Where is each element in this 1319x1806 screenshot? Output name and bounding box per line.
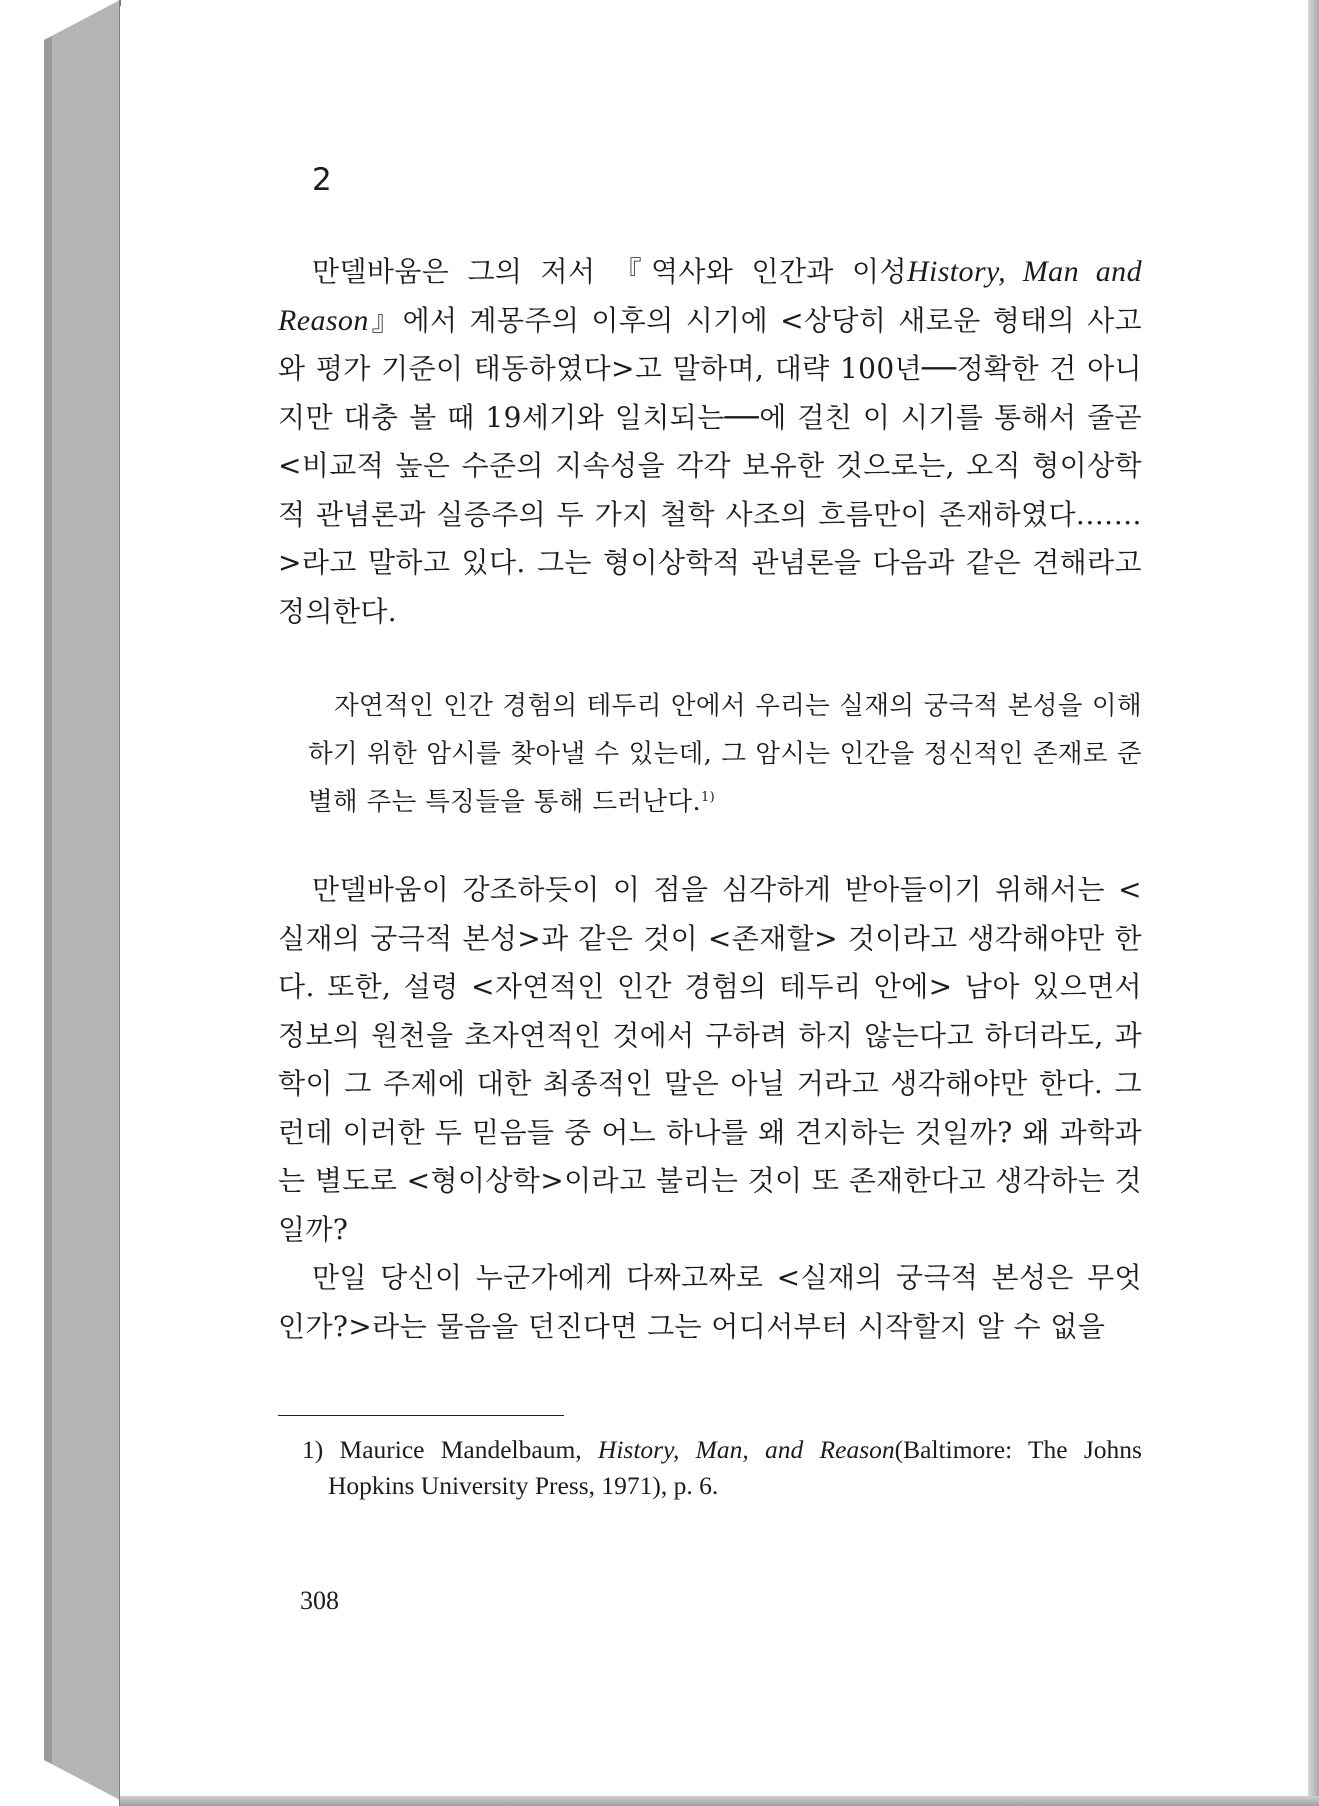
footnote: 1) Maurice Mandelbaum, History, Man, and Reason(Baltimore: The Johns Hopkins University Press, 1971), p. 6. <box>302 1435 1142 1500</box>
paragraph-1: 만델바움은 그의 저서 『역사와 인간과 이성History, Man and Reason』에서 계몽주의 이후의 시기에 <상당히 새로운 형태의 사고와 평가 기준이 태동하였다>고 말하며, 대략 100년──정확한 건 아니지만 대충 볼 때 19세기와 일치되는──에 걸친 이 시기를 통해서 줄곧 <비교적 높은 수준의 지속성을 각각 보유한 것으로는, 오직 형이상학적 관념론과 실증주의 두 가지 철학 사조의 흐름만이 존재하였다.……>라고 말하고 있다. 그는 형이상학적 관념론을 다음과 같은 견해라고 정의한다. <box>278 255 1142 628</box>
section-number: 2 <box>312 162 332 198</box>
footnote-rule <box>278 1415 564 1416</box>
page-edge-bottom <box>120 1796 1319 1806</box>
paragraph-3: 만일 당신이 누군가에게 다짜고짜로 <실재의 궁극적 본성은 무엇인가?>라는 물음을 던진다면 그는 어디서부터 시작할지 알 수 없을 <box>278 1261 1142 1343</box>
block-quote: 자연적인 인간 경험의 테두리 안에서 우리는 실재의 궁극적 본성을 이해하기 위한 암시를 찾아낼 수 있는데, 그 암시는 인간을 정신적인 존재로 준별해 주는 특징들을 통해 드러난다.$^{1)}$ <box>308 691 1142 817</box>
page-content <box>278 150 1142 1504</box>
page-edge-right <box>1308 0 1319 1806</box>
footnote-mark: 1) <box>701 790 716 805</box>
paragraph-2: 만델바움이 강조하듯이 이 점을 심각하게 받아들이기 위해서는 <실재의 궁극적 본성>과 같은 것이 <존재할> 것이라고 생각해야만 한다. 또한, 설령 <자연적인 인간 경험의 테두리 안에> 남아 있으면서 정보의 원천을 초자연적인 것에서 구하려 하지 않는다고 하더라도, 과학이 그 주제에 대한 최종적인 말은 아닐 거라고 생각해야만 한다. 그런데 이러한 두 믿음들 중 어느 하나를 왜 견지하는 것일까? 왜 과학과는 별도로 <형이상학>이라고 불리는 것이 또 존재한다고 생각하는 것일까? <box>278 873 1142 1246</box>
book-title-italic: History, Man and Reason <box>278 255 1142 337</box>
page-number: 308 <box>300 1586 339 1615</box>
